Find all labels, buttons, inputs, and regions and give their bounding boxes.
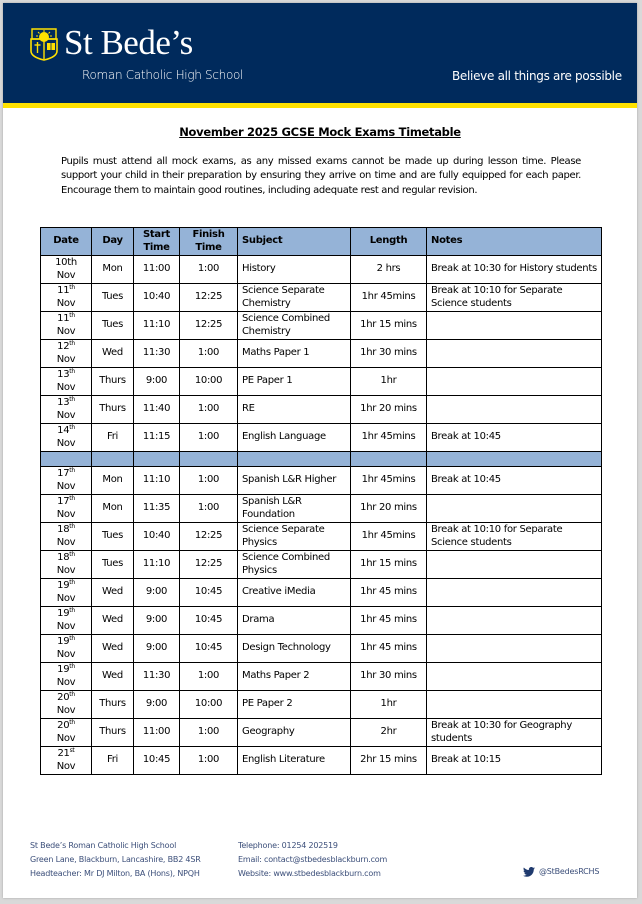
date-day-number: 11: [57, 285, 70, 296]
date-day-number: 18: [57, 524, 70, 535]
cell-finish-time: 12:25: [180, 551, 238, 579]
date-ordinal-suffix: th: [69, 312, 75, 319]
cell-start-time: 9:00: [134, 579, 180, 607]
cell-date: [41, 607, 92, 635]
cell-date: [41, 551, 92, 579]
cell-notes: Break at 10:45: [427, 424, 602, 452]
cell-length: 1hr 20 mins: [351, 396, 427, 424]
cell-subject: Creative iMedia: [238, 579, 351, 607]
cell-length: 1hr 45mins: [351, 424, 427, 452]
cell-date: [41, 663, 92, 691]
twitter-handle: @StBedesRCHS: [539, 867, 600, 876]
date-month: Nov: [56, 325, 76, 337]
cell-notes: [427, 663, 602, 691]
footer-headteacher: Headteacher: Mr DJ Milton, BA (Hons), NPQH: [30, 869, 200, 878]
cell-subject: Science Separate Physics: [238, 523, 351, 551]
cell-finish-time: 1:00: [180, 424, 238, 452]
finish-line-2: Time: [195, 241, 222, 253]
date-day-number: 17: [57, 468, 70, 479]
date-month: Nov: [56, 564, 76, 576]
date-month: Nov: [56, 480, 76, 492]
footer-email[interactable]: Email: contact@stbedesblackburn.com: [238, 855, 388, 864]
week-separator: [41, 452, 602, 467]
school-motto: Believe all things are possible: [452, 69, 622, 83]
cell-length: 1hr 45mins: [351, 284, 427, 312]
cell-start-time: 11:15: [134, 424, 180, 452]
cell-length: 1hr 30 mins: [351, 663, 427, 691]
cell-day: Mon: [92, 256, 134, 284]
cell-notes: Break at 10:30 for History students: [427, 256, 602, 284]
cell-length: 2 hrs: [351, 256, 427, 284]
cell-length: 2hr: [351, 719, 427, 747]
cell-date: [41, 396, 92, 424]
start-line-1: Start: [143, 229, 170, 240]
date-day-number: 13: [57, 397, 70, 408]
cell-finish-time: 12:25: [180, 284, 238, 312]
date-day-number: 19: [57, 608, 70, 619]
date-day-number: 13: [57, 369, 70, 380]
cell-day: Wed: [92, 663, 134, 691]
cell-day: Fri: [92, 424, 134, 452]
finish-line-1: Finish: [192, 229, 225, 240]
date-ordinal-suffix: th: [69, 607, 75, 614]
table-row: [41, 635, 602, 663]
cell-day: Thurs: [92, 396, 134, 424]
cell-finish-time: 10:45: [180, 635, 238, 663]
footer-website[interactable]: Website: www.stbedesblackburn.com: [238, 869, 381, 878]
cell-day: Mon: [92, 467, 134, 495]
table-row: [41, 256, 602, 284]
footer-school-name: St Bede’s Roman Catholic High School: [30, 841, 177, 850]
cell-day: Wed: [92, 340, 134, 368]
cell-notes: [427, 368, 602, 396]
twitter-bird-icon: [523, 867, 535, 877]
cell-start-time: 11:10: [134, 551, 180, 579]
table-row: [41, 312, 602, 340]
date-ordinal-suffix: th: [69, 495, 75, 502]
cell-length: 2hr 15 mins: [351, 747, 427, 775]
cell-finish-time: 12:25: [180, 523, 238, 551]
table-row: [41, 747, 602, 775]
cell-date: [41, 719, 92, 747]
shield-crest-icon: [29, 27, 59, 61]
footer-address: [30, 839, 201, 881]
cell-subject: Geography: [238, 719, 351, 747]
cell-length: 1hr: [351, 368, 427, 396]
cell-notes: Break at 10:45: [427, 467, 602, 495]
date-month: Nov: [56, 297, 76, 309]
cell-length: 1hr: [351, 691, 427, 719]
cell-date: [41, 635, 92, 663]
date-ordinal-suffix: th: [69, 719, 75, 726]
exam-timetable: [40, 227, 602, 775]
date-month: Nov: [56, 620, 76, 632]
date-day-number: 21: [57, 748, 70, 759]
date-month: Nov: [56, 676, 76, 688]
cell-subject: Spanish L&R Higher: [238, 467, 351, 495]
column-header-start-time: [134, 228, 180, 256]
cell-start-time: 11:40: [134, 396, 180, 424]
date-ordinal-suffix: th: [69, 467, 75, 474]
intro-paragraph: Pupils must attend all mock exams, as any missed exams cannot be made up during lesson time. Please support your child in their preparation by ensuring they arrive on time and are fully equipped for each paper. Encourage them to maintain good routines, including adequate rest and regular revision.: [61, 156, 581, 196]
table-row: [41, 523, 602, 551]
header-stripe: [3, 103, 637, 108]
school-name: St Bede’s: [64, 23, 193, 62]
cell-day: Fri: [92, 747, 134, 775]
table-row: [41, 607, 602, 635]
cell-finish-time: 10:00: [180, 368, 238, 396]
cell-subject: English Literature: [238, 747, 351, 775]
date-ordinal-suffix: th: [69, 579, 75, 586]
table-row: [41, 340, 602, 368]
cell-length: 1hr 45mins: [351, 523, 427, 551]
date-day-number: 14: [57, 425, 70, 436]
date-month: Nov: [56, 437, 76, 449]
column-header-date: Date: [41, 228, 92, 256]
table-row: [41, 368, 602, 396]
cell-start-time: 11:35: [134, 495, 180, 523]
table-row: [41, 551, 602, 579]
date-month: Nov: [56, 381, 76, 393]
cell-day: Tues: [92, 312, 134, 340]
date-day-number: 17: [57, 496, 70, 507]
cell-date: [41, 495, 92, 523]
table-row: [41, 719, 602, 747]
date-day-number: 12: [57, 341, 70, 352]
cell-start-time: 11:00: [134, 256, 180, 284]
footer-telephone: Telephone: 01254 202519: [238, 841, 338, 850]
column-header-finish-time: [180, 228, 238, 256]
cell-notes: [427, 396, 602, 424]
cell-notes: Break at 10:10 for Separate Science students: [427, 284, 602, 312]
cell-start-time: 9:00: [134, 368, 180, 396]
date-month: Nov: [56, 760, 76, 772]
cell-subject: Design Technology: [238, 635, 351, 663]
cell-notes: Break at 10:10 for Separate Science students: [427, 523, 602, 551]
cell-start-time: 10:40: [134, 523, 180, 551]
column-header-notes: Notes: [427, 228, 602, 256]
cell-date: [41, 467, 92, 495]
cell-subject: PE Paper 1: [238, 368, 351, 396]
cell-subject: Maths Paper 2: [238, 663, 351, 691]
cell-day: Wed: [92, 607, 134, 635]
cell-day: Thurs: [92, 719, 134, 747]
date-day-number: 11: [57, 313, 70, 324]
cell-finish-time: 10:45: [180, 579, 238, 607]
cell-finish-time: 1:00: [180, 256, 238, 284]
cell-date: [41, 340, 92, 368]
date-day-number: 19: [57, 664, 70, 675]
date-day-number: 20: [57, 720, 70, 731]
date-month: Nov: [56, 353, 76, 365]
date-day-number: 18: [57, 552, 70, 563]
table-row: [41, 663, 602, 691]
cell-length: 1hr 45 mins: [351, 635, 427, 663]
date-ordinal-suffix: st: [69, 747, 75, 754]
date-month: Nov: [56, 732, 76, 744]
cell-start-time: 11:10: [134, 312, 180, 340]
date-ordinal-suffix: th: [69, 368, 75, 375]
cell-date: [41, 579, 92, 607]
cell-notes: [427, 312, 602, 340]
cell-date: [41, 747, 92, 775]
date-month: Nov: [56, 409, 76, 421]
cell-notes: [427, 579, 602, 607]
cell-finish-time: 1:00: [180, 719, 238, 747]
date-day-number: 19: [57, 580, 70, 591]
date-ordinal-suffix: th: [69, 635, 75, 642]
cell-finish-time: 1:00: [180, 467, 238, 495]
cell-length: 1hr 15 mins: [351, 312, 427, 340]
cell-date: [41, 284, 92, 312]
cell-day: Tues: [92, 551, 134, 579]
cell-date: [41, 523, 92, 551]
cell-finish-time: 1:00: [180, 663, 238, 691]
date-ordinal-suffix: th: [69, 424, 75, 431]
table-row: [41, 424, 602, 452]
cell-length: 1hr 30 mins: [351, 340, 427, 368]
cell-subject: Drama: [238, 607, 351, 635]
start-line-2: Time: [143, 241, 170, 253]
date-ordinal-suffix: th: [69, 396, 75, 403]
week-2-rows: [41, 467, 602, 775]
cell-subject: English Language: [238, 424, 351, 452]
cell-finish-time: 1:00: [180, 495, 238, 523]
column-header-length: Length: [351, 228, 427, 256]
cell-subject: Science Combined Chemistry: [238, 312, 351, 340]
date-ordinal-suffix: th: [69, 523, 75, 530]
cell-notes: [427, 340, 602, 368]
cell-finish-time: 1:00: [180, 396, 238, 424]
cell-subject: Science Separate Chemistry: [238, 284, 351, 312]
footer-contact: [238, 839, 387, 881]
cell-subject: Science Combined Physics: [238, 551, 351, 579]
header-banner: [3, 3, 637, 103]
cell-subject: History: [238, 256, 351, 284]
cell-length: 1hr 20 mins: [351, 495, 427, 523]
cell-finish-time: 12:25: [180, 312, 238, 340]
cell-notes: Break at 10:15: [427, 747, 602, 775]
table-row: [41, 495, 602, 523]
date-ordinal-suffix: th: [69, 663, 75, 670]
cell-start-time: 11:00: [134, 719, 180, 747]
date-month: Nov: [56, 592, 76, 604]
cell-subject: PE Paper 2: [238, 691, 351, 719]
cell-day: Tues: [92, 284, 134, 312]
date-ordinal-suffix: th: [69, 340, 75, 347]
cell-start-time: 11:10: [134, 467, 180, 495]
cell-day: Thurs: [92, 368, 134, 396]
cell-start-time: 9:00: [134, 691, 180, 719]
cell-start-time: 9:00: [134, 635, 180, 663]
cell-date: [41, 691, 92, 719]
cell-finish-time: 10:45: [180, 607, 238, 635]
cell-date: [41, 256, 92, 284]
cell-start-time: 11:30: [134, 340, 180, 368]
table-row: [41, 396, 602, 424]
date-month: Nov: [56, 704, 76, 716]
cell-date: [41, 312, 92, 340]
cell-finish-time: 10:00: [180, 691, 238, 719]
date-ordinal-suffix: th: [67, 257, 77, 268]
cell-finish-time: 1:00: [180, 340, 238, 368]
cell-start-time: 10:40: [134, 284, 180, 312]
cell-day: Wed: [92, 635, 134, 663]
date-month: Nov: [56, 536, 76, 548]
document-page: [3, 3, 637, 898]
table-row: [41, 579, 602, 607]
cell-length: 1hr 45 mins: [351, 607, 427, 635]
document-title: November 2025 GCSE Mock Exams Timetable: [179, 125, 461, 139]
table-row: [41, 691, 602, 719]
cell-date: [41, 368, 92, 396]
cell-subject: RE: [238, 396, 351, 424]
cell-start-time: 11:30: [134, 663, 180, 691]
cell-notes: [427, 691, 602, 719]
cell-notes: [427, 635, 602, 663]
cell-notes: Break at 10:30 for Geography students: [427, 719, 602, 747]
footer-street: Green Lane, Blackburn, Lancashire, BB2 4SR: [30, 855, 201, 864]
table-row: [41, 284, 602, 312]
cell-day: Mon: [92, 495, 134, 523]
cell-length: 1hr 15 mins: [351, 551, 427, 579]
school-subtitle: Roman Catholic High School: [82, 68, 244, 82]
cell-day: Wed: [92, 579, 134, 607]
date-month: Nov: [56, 508, 76, 520]
cell-start-time: 9:00: [134, 607, 180, 635]
date-ordinal-suffix: th: [69, 691, 75, 698]
date-day-number: 10: [55, 257, 68, 268]
cell-notes: [427, 607, 602, 635]
cell-notes: [427, 551, 602, 579]
cell-start-time: 10:45: [134, 747, 180, 775]
date-day-number: 20: [57, 692, 70, 703]
table-header-row: [41, 228, 602, 256]
cell-length: 1hr 45 mins: [351, 579, 427, 607]
date-day-number: 19: [57, 636, 70, 647]
table-row: [41, 467, 602, 495]
date-ordinal-suffix: th: [69, 551, 75, 558]
column-header-day: Day: [92, 228, 134, 256]
footer-twitter[interactable]: [523, 865, 599, 879]
cell-subject: Spanish L&R Foundation: [238, 495, 351, 523]
week-separator-row: [41, 452, 602, 467]
cell-day: Tues: [92, 523, 134, 551]
cell-finish-time: 1:00: [180, 747, 238, 775]
cell-date: [41, 424, 92, 452]
cell-day: Thurs: [92, 691, 134, 719]
date-ordinal-suffix: th: [69, 284, 75, 291]
date-month: Nov: [56, 648, 76, 660]
cell-length: 1hr 45mins: [351, 467, 427, 495]
column-header-subject: Subject: [238, 228, 351, 256]
cell-notes: [427, 495, 602, 523]
cell-subject: Maths Paper 1: [238, 340, 351, 368]
date-month: Nov: [56, 269, 76, 281]
week-1-rows: [41, 256, 602, 452]
